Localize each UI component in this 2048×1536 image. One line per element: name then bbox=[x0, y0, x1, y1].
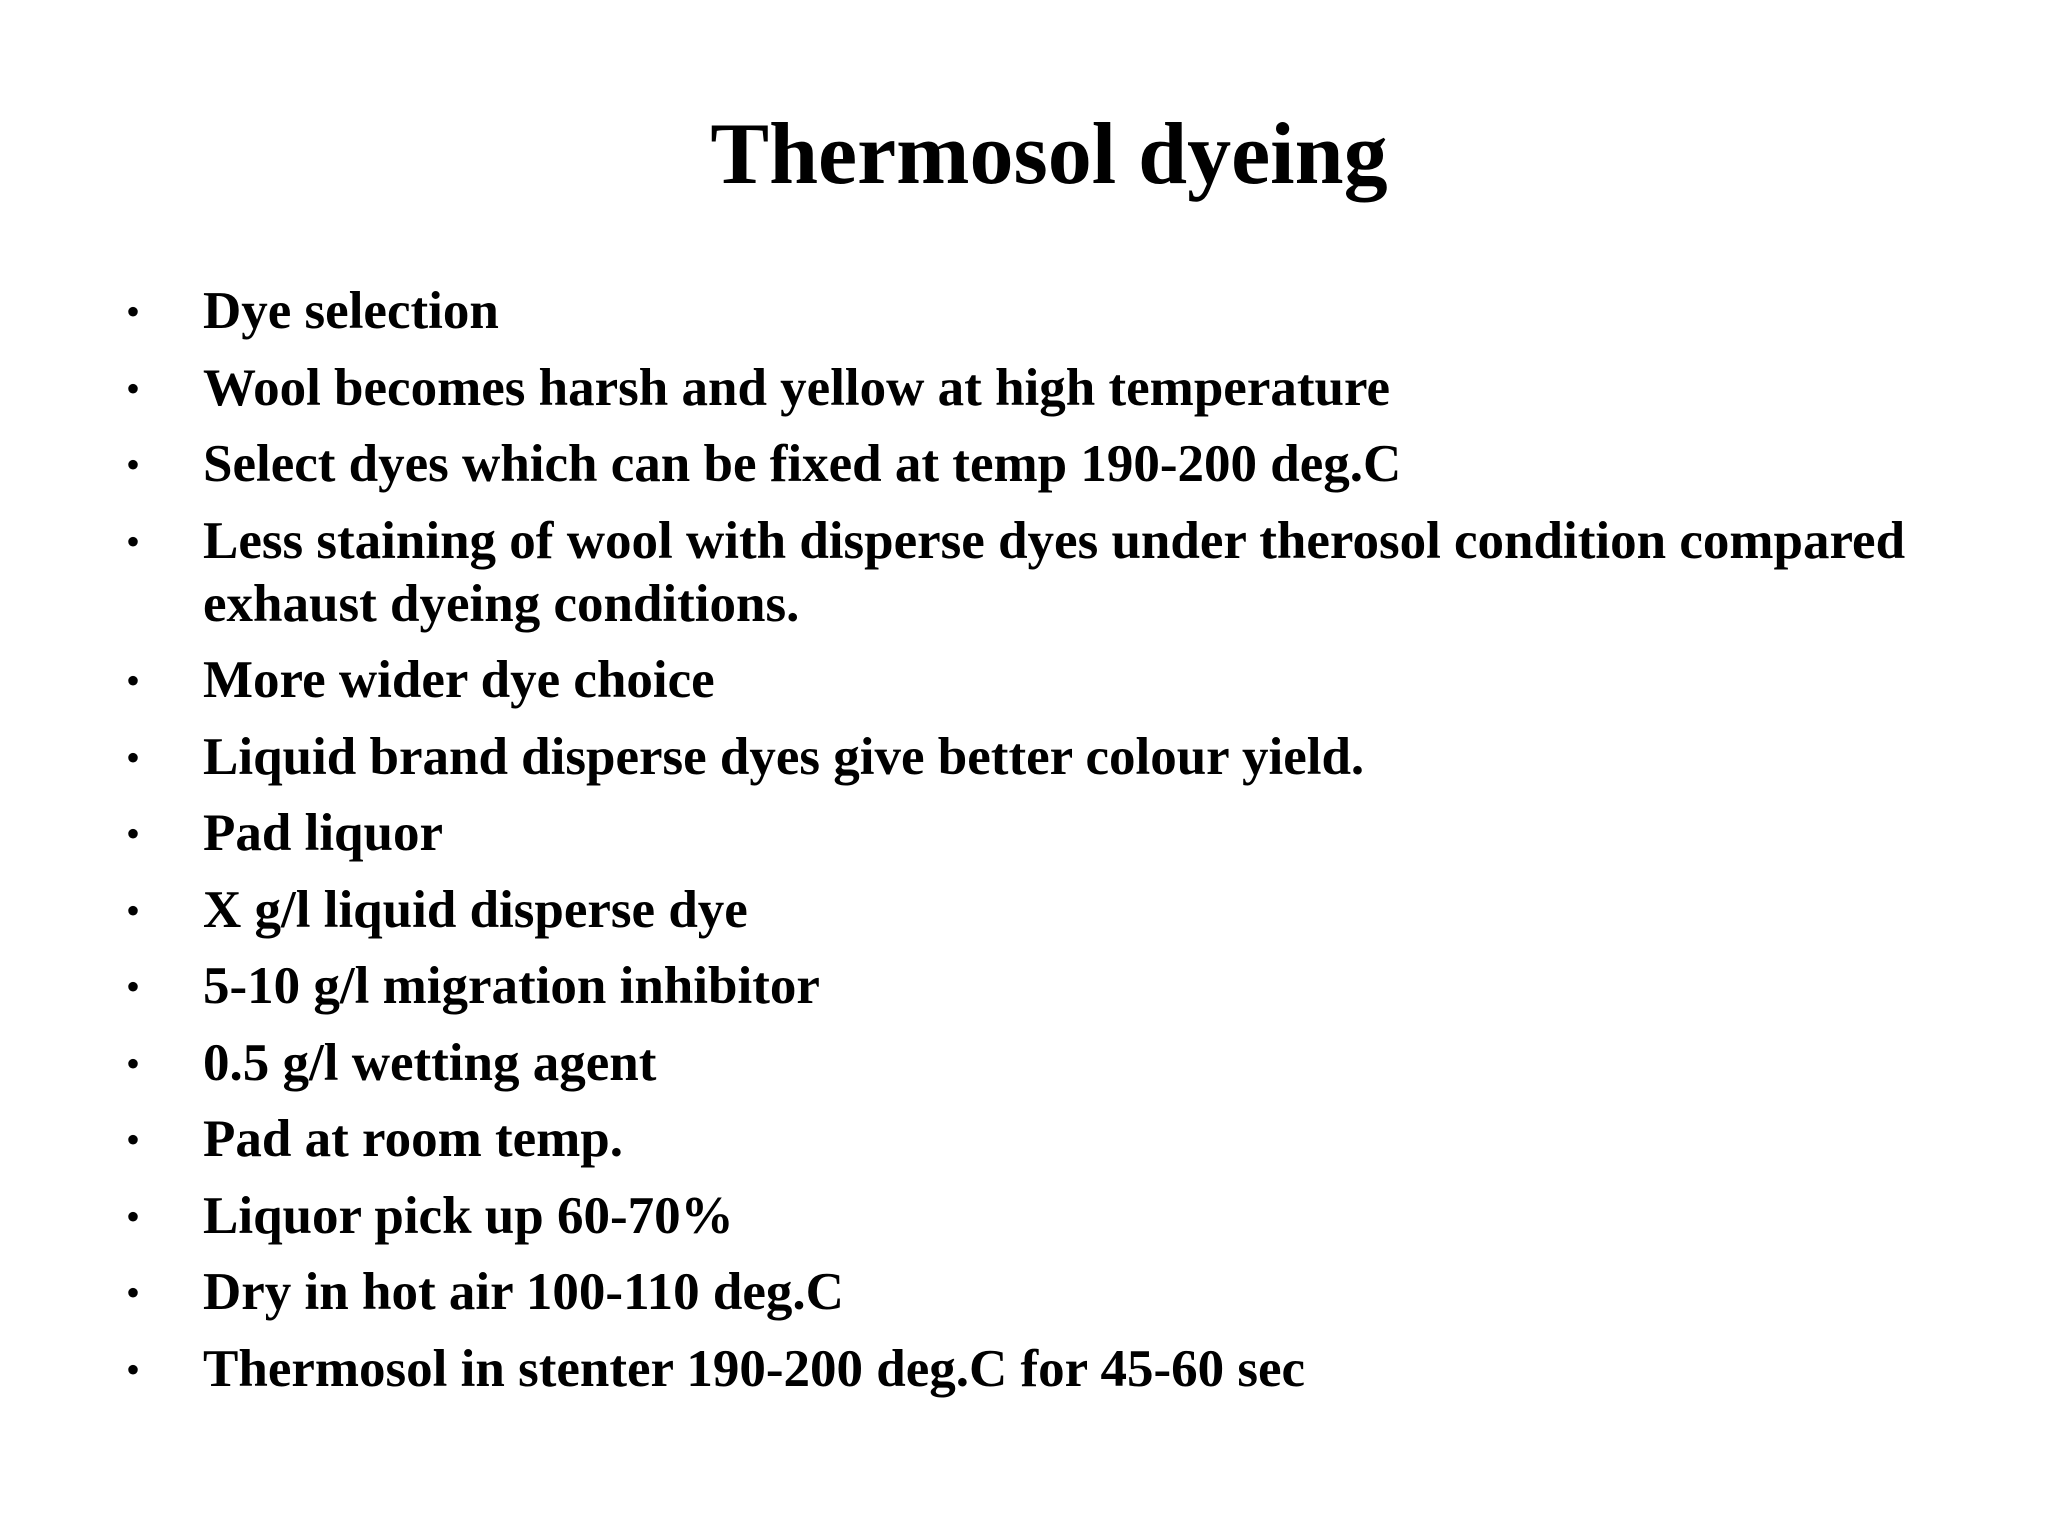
list-item bbox=[0, 1338, 2048, 1401]
list-item-text: Wool becomes harsh and yellow at high temperature bbox=[203, 358, 1391, 417]
list-item bbox=[0, 280, 2048, 343]
list-item bbox=[0, 1108, 2048, 1171]
list-item bbox=[0, 357, 2048, 420]
list-item-text: Dye selection bbox=[203, 282, 499, 340]
slide-title: Thermosol dyeing bbox=[710, 106, 1388, 203]
list-item-text: 0.5 g/l wetting agent bbox=[203, 1033, 657, 1092]
list-item-text: More wider dye choice bbox=[203, 651, 715, 709]
bullet-icon: • bbox=[126, 964, 141, 1009]
list-item bbox=[0, 510, 2048, 636]
bullet-icon: • bbox=[126, 1193, 141, 1239]
bullet-icon: • bbox=[126, 1346, 141, 1392]
bullet-list bbox=[0, 280, 2048, 1414]
bullet-icon: • bbox=[126, 289, 141, 334]
list-item bbox=[0, 433, 2048, 496]
bullet-icon: • bbox=[126, 887, 141, 933]
bullet-icon: • bbox=[126, 658, 141, 703]
list-item bbox=[0, 649, 2048, 712]
bullet-icon: • bbox=[126, 1117, 141, 1162]
bullet-icon: • bbox=[126, 1270, 141, 1315]
list-item-text: Select dyes which can be fixed at temp 190-200 deg.C bbox=[203, 435, 1402, 493]
list-item bbox=[0, 802, 2048, 865]
list-item-text: Less staining of wool with disperse dyes under therosol condition compared exhaust dyeing conditions. bbox=[203, 511, 1906, 633]
bullet-icon: • bbox=[126, 734, 141, 780]
list-item-text: Pad at room temp. bbox=[203, 1110, 624, 1168]
list-item-text: X g/l liquid disperse dye bbox=[203, 880, 748, 939]
list-item-text: Dry in hot air 100-110 deg.C bbox=[203, 1263, 844, 1321]
list-item-text: Thermosol in stenter 190-200 deg.C for 45-60 sec bbox=[203, 1339, 1306, 1398]
bullet-icon: • bbox=[126, 811, 141, 856]
list-item bbox=[0, 1185, 2048, 1248]
list-item bbox=[0, 726, 2048, 789]
list-item bbox=[0, 1261, 2048, 1324]
list-item-text: 5-10 g/l migration inhibitor bbox=[203, 957, 820, 1015]
list-item bbox=[0, 955, 2048, 1018]
bullet-icon: • bbox=[126, 442, 141, 487]
list-item-text: Liquid brand disperse dyes give better colour yield. bbox=[203, 727, 1365, 786]
bullet-icon: • bbox=[126, 1040, 141, 1086]
list-item-text: Liquor pick up 60-70% bbox=[203, 1186, 734, 1245]
bullet-icon: • bbox=[126, 518, 141, 564]
list-item-text: Pad liquor bbox=[203, 804, 444, 862]
bullet-icon: • bbox=[126, 365, 141, 411]
list-item bbox=[0, 879, 2048, 942]
list-item bbox=[0, 1032, 2048, 1095]
